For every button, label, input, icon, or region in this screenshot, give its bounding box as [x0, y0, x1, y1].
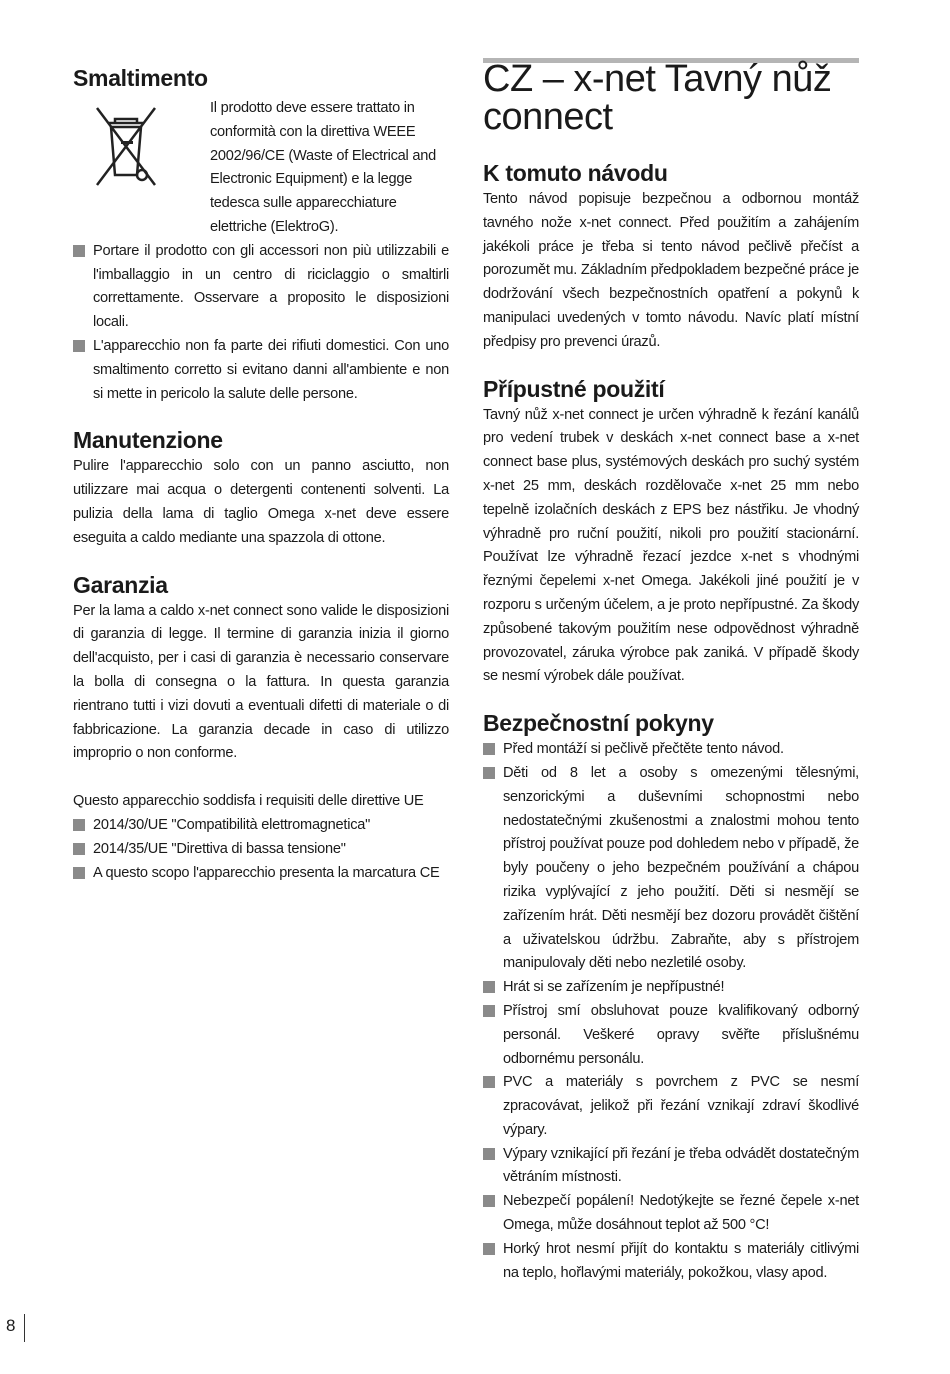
bullet-square-icon [483, 1195, 495, 1207]
list-item: Výpary vznikající při řezání je třeba odvádět dostatečným větráním místnosti. [483, 1143, 859, 1191]
list-item: Hrát si se zařízením je nepřípustné! [483, 976, 859, 1000]
list-item: Nebezpečí popálení! Nedotýkejte se řezné čepele x-net Omega, může dosáhnout teplot až 500 °C! [483, 1190, 859, 1238]
list-item: 2014/30/UE "Compatibilità elettromagnetica" [73, 814, 449, 838]
smaltimento-list [73, 240, 449, 407]
bullet-square-icon [483, 1005, 495, 1017]
page-number: 8 [6, 1316, 16, 1335]
heading-bezpecnostni-pokyny: Bezpečnostní pokyny [483, 710, 714, 737]
weee-intro: Il prodotto deve essere trattato in conformità con la direttiva WEEE 2002/96/CE (Waste of Electrical and Electronic Equipment) e la legge tedesca sulle apparecchiature elettriche (ElektroG). [210, 100, 436, 235]
bezpecnostni-list [483, 738, 859, 1285]
list-item: Portare il prodotto con gli accessori non più utilizzabili e l'imballaggio in un centro di riciclaggio o smaltirli correttamente. Osservare a proposito le disposizioni locali. [73, 240, 449, 335]
bullet-square-icon [483, 1076, 495, 1088]
garanzia-text: Per la lama a caldo x-net connect sono valide le disposizioni di garanzia di legge. Il termine di garanzia inizia il giorno dell'acquisto, per i casi di garanzia è necessario conservare la bolla di consegna o la fattura. In questa garanzia rientrano tutti i vizi dovuti a eventuali difetti di materiale o di fabbricazione. La garanzia decade in caso di utilizzo improprio o non conforme. [73, 602, 449, 762]
weee-block [73, 97, 449, 240]
heading-garanzia: Garanzia [73, 571, 168, 598]
list-item: Horký hrot nesmí přijít do kontaktu s materiály citlivými na teplo, hořlavými materiály, pokožkou, vlasy apod. [483, 1238, 859, 1286]
list-item: Přístroj smí obsluhovat pouze kvalifikovaný odborný personál. Veškeré opravy svěřte příslušnému odbornému personálu. [483, 1000, 859, 1071]
heading-k-tomuto-navodu: K tomuto návodu [483, 160, 668, 186]
page-number-divider [24, 1314, 25, 1342]
list-item: 2014/35/UE "Direttiva di bassa tensione" [73, 838, 449, 862]
bullet-square-icon [73, 245, 85, 257]
left-column [73, 0, 449, 885]
bullet-square-icon [483, 1148, 495, 1160]
bullet-square-icon [73, 340, 85, 352]
list-item: L'apparecchio non fa parte dei rifiuti domestici. Con uno smaltimento corretto si evitano danni all'ambiente e non si mette in pericolo la salute delle persone. [73, 335, 449, 406]
heading-smaltimento: Smaltimento [73, 65, 208, 91]
list-item: Děti od 8 let a osoby s omezenými tělesnými, senzorickými a duševními schopnostmi nebo nedostatečnými zkušenostmi a znalostmi mohou tento přístroj používat pouze pod dohledem nebo v případě, že byly poučeny o jeho bezpečném používání a chápou rizika vyplývající z jeho použití. Děti si nesmějí se zařízením hrát. Děti nesmějí bez dozoru provádět čištění a uživatelskou údržbu. Zabraňte, aby s přístrojem manipulovaly děti nebo nezletilé osoby. [483, 762, 859, 976]
weee-crossed-bin-icon [73, 97, 210, 240]
manutenzione-text: Pulire l'apparecchio solo con un panno asciutto, non utilizzare mai acqua o detergenti contenenti solventi. La pulizia della lama di taglio Omega x-net deve essere eseguita a caldo mediante una spazzola di ottone. [73, 458, 449, 546]
list-item: Před montáží si pečlivě přečtěte tento návod. [483, 738, 859, 762]
bullet-square-icon [73, 843, 85, 855]
right-column [483, 0, 859, 1285]
heading-pripustne-pouziti: Přípustné použití [483, 375, 665, 402]
ue-intro: Questo apparecchio soddisfa i requisiti delle direttive UE [73, 793, 424, 810]
bullet-square-icon [483, 767, 495, 779]
k-tomuto-text: Tento návod popisuje bezpečnou a odbornou montáž tavného nože x-net connect. Před použitím a zahájením jakékoli práce je třeba si tento návod pečlivě přečíst a porozumět mu. Základním předpokladem bezpečné práce je dodržování všech bezpečnostních opatření a pokynů k manipulaci uvedených v tomto návodu. Navíc platí místní předpisy pro prevenci úrazů. [483, 191, 859, 350]
bullet-square-icon [73, 867, 85, 879]
list-item: A questo scopo l'apparecchio presenta la marcatura CE [73, 862, 449, 886]
bullet-square-icon [483, 981, 495, 993]
bullet-square-icon [73, 819, 85, 831]
bullet-square-icon [483, 743, 495, 755]
ue-list [73, 814, 449, 885]
list-item: PVC a materiály s povrchem z PVC se nesmí zpracovávat, jelikož při řezání vznikají zdraví škodlivé výpary. [483, 1071, 859, 1142]
pripustne-text: Tavný nůž x-net connect je určen výhradně k řezání kanálů pro vedení trubek v deskách x-net connect base a x-net connect base plus, systémových deskách pro suchý systém x-net 25 mm, deskách rozdělovače x-net 25 mm nebo tepelně izolačních deskách z EPS bez nástřiku. Je vhodný výhradně pro ruční použití, nikoli pro použití stacionární. Používat lze výhradně řezací jezdce x-net s vhodnými řeznými čepelemi x-net Omega. Jakékoli jiné použití je v rozporu s určeným účelem, a je proto nepřípustné. Za škody způsobené takovým použitím nese odpovědnost výhradně provozovatel, záruka výrobce pak zaniká. V případě škody se nesmí výrobek dále používat. [483, 406, 859, 685]
heading-manutenzione: Manutenzione [73, 427, 223, 454]
bullet-square-icon [483, 1243, 495, 1255]
page-title: CZ – x-net Tavný nůž connect [483, 58, 832, 138]
